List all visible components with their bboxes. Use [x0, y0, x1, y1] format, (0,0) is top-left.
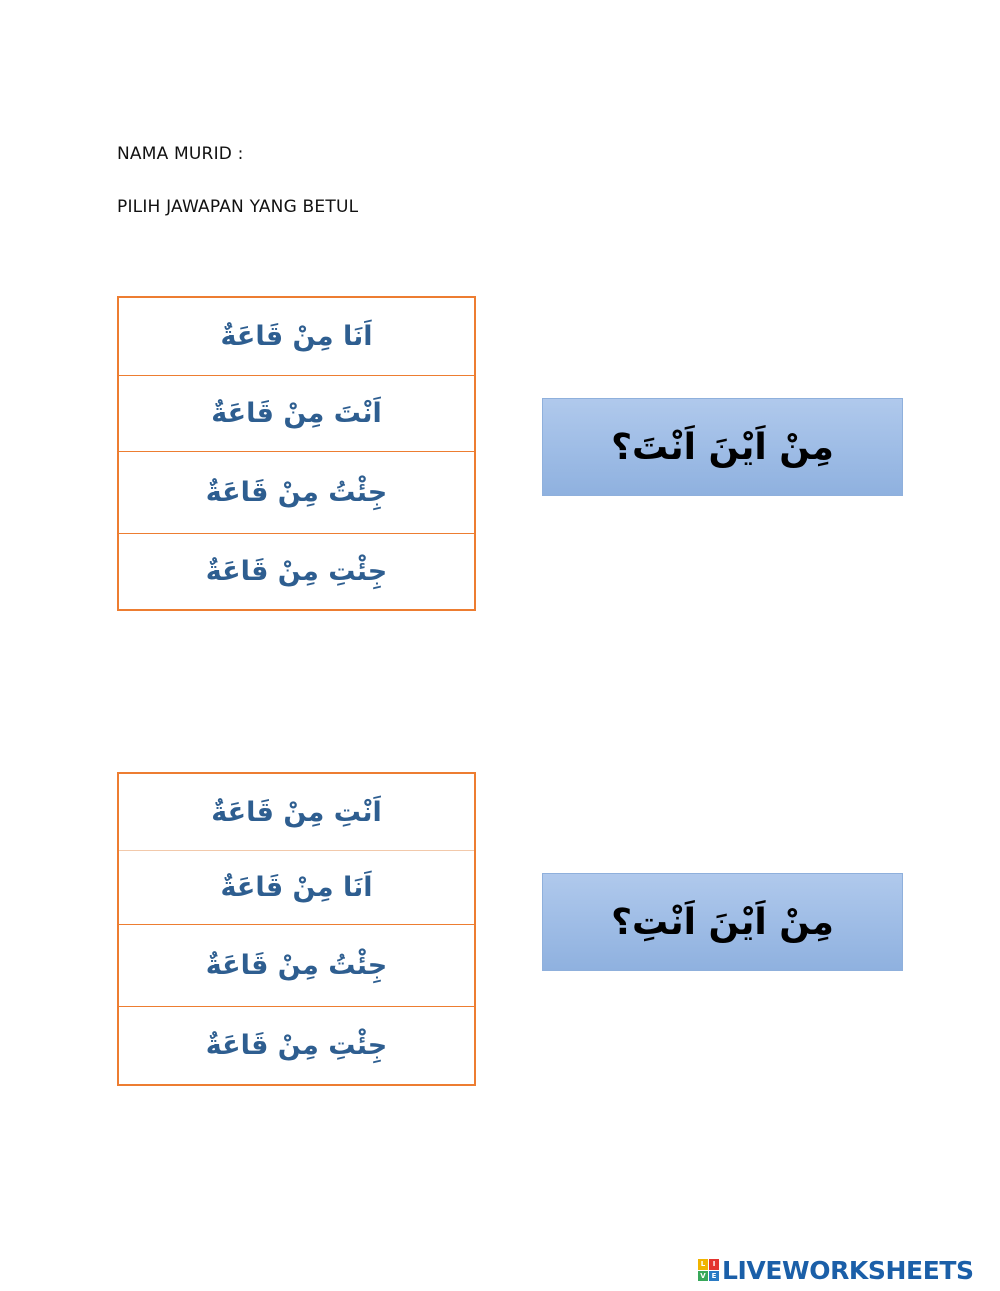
answer-option[interactable]: جِئْتُ مِنْ قَاعَةٌ [119, 452, 474, 534]
answer-option[interactable]: اَنَا مِنْ قَاعَةٌ [119, 298, 474, 376]
answer-options-table-2 [117, 772, 476, 1086]
liveworksheets-logo-icon [698, 1259, 719, 1281]
answer-option[interactable]: جِئْتُ مِنْ قَاعَةٌ [119, 925, 474, 1007]
question-prompt-1: مِنْ اَيْنَ اَنْتَ؟ [542, 398, 903, 496]
liveworksheets-brand [698, 1254, 974, 1286]
brand-text: LIVEWORKSHEETS [722, 1255, 974, 1285]
answer-option[interactable]: اَنْتِ مِنْ قَاعَةٌ [119, 774, 474, 851]
logo-letter: L [698, 1259, 708, 1270]
logo-letter: I [709, 1259, 719, 1270]
answer-option[interactable]: اَنْتَ مِنْ قَاعَةٌ [119, 376, 474, 452]
answer-option[interactable]: جِئْتِ مِنْ قَاعَةٌ [205, 1030, 388, 1061]
answer-option[interactable]: اَنَا مِنْ قَاعَةٌ [119, 851, 474, 925]
answer-options-table-1 [117, 296, 476, 611]
instruction-text: PILIH JAWAPAN YANG BETUL [117, 197, 359, 217]
logo-letter: E [709, 1271, 719, 1282]
question-prompt-2: مِنْ اَيْنَ اَنْتِ؟ [542, 873, 903, 971]
student-name-label: NAMA MURID : [117, 144, 244, 164]
answer-option[interactable]: جِئْتِ مِنْ قَاعَةٌ [205, 556, 388, 587]
logo-letter: V [698, 1271, 708, 1282]
